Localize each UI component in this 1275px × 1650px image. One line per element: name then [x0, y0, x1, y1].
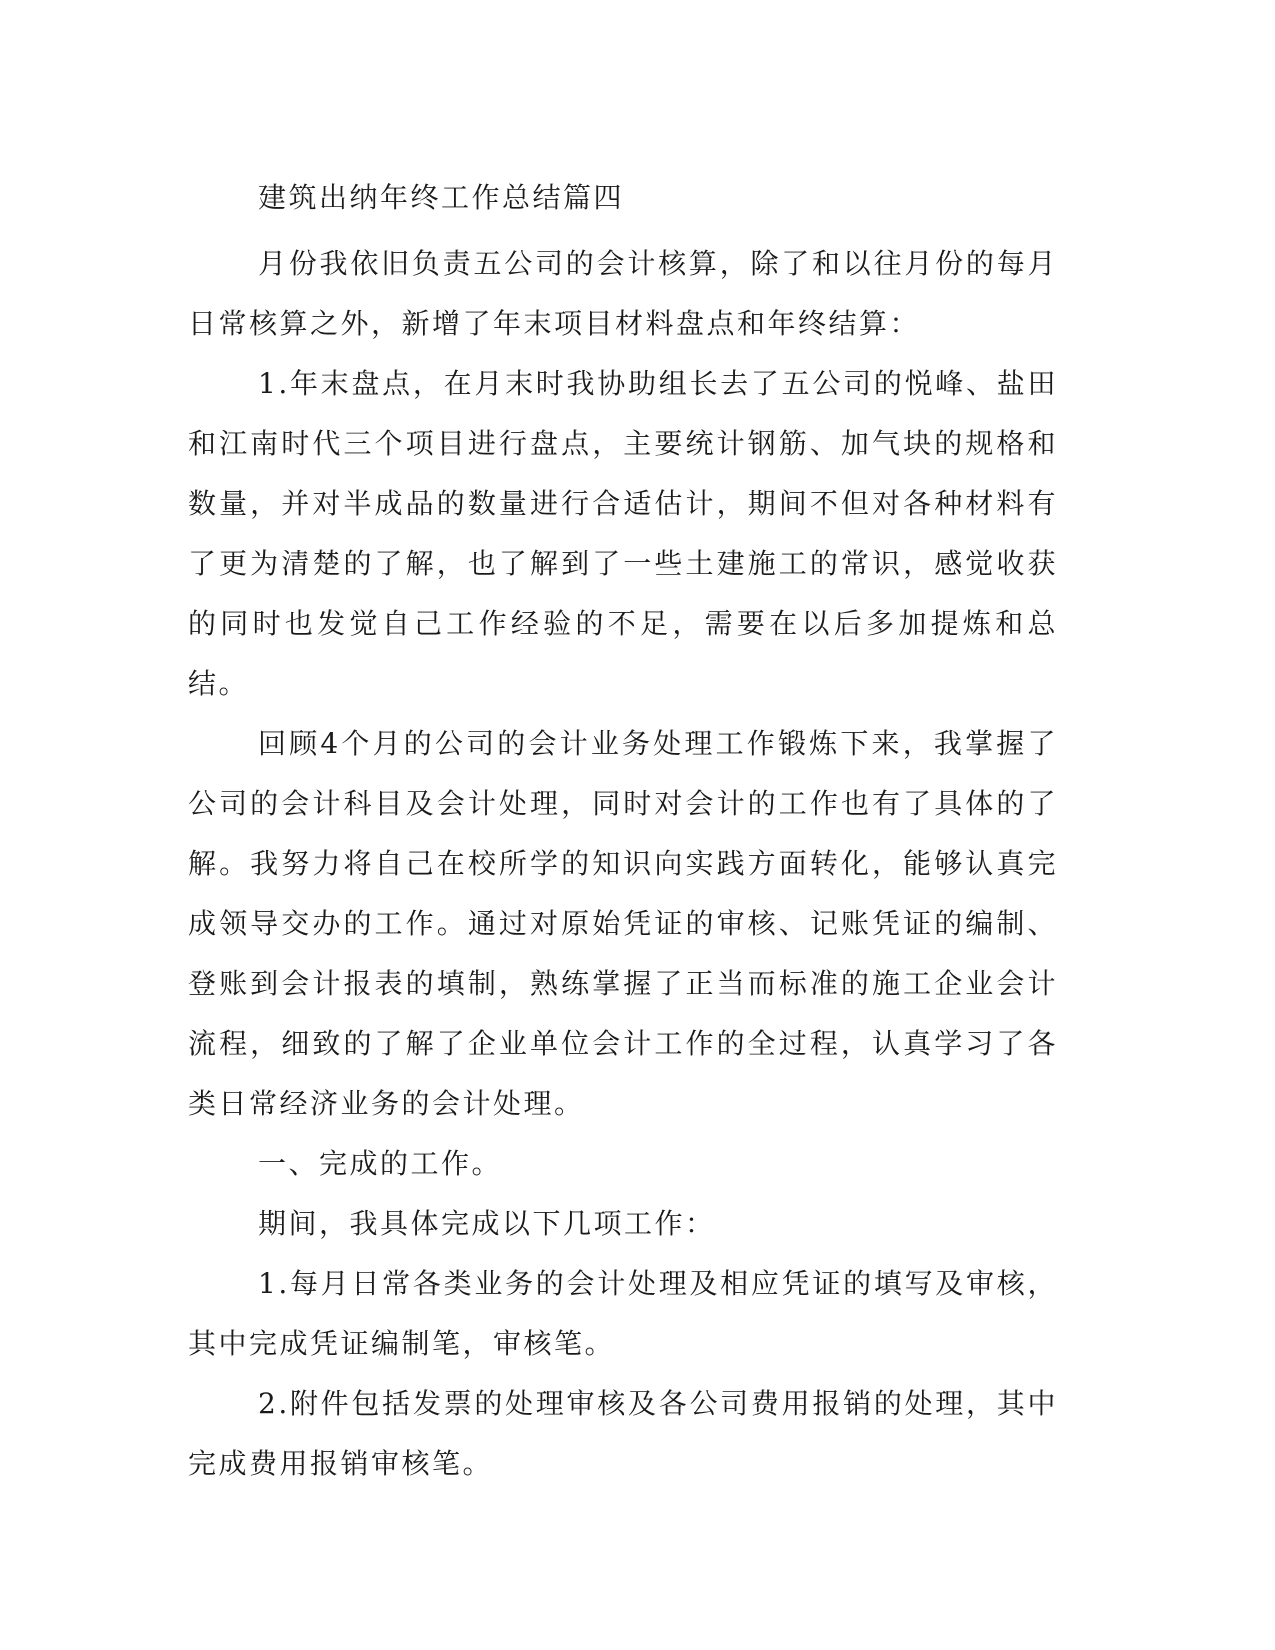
paragraph-4: 期间，我具体完成以下几项工作：	[258, 1207, 716, 1240]
section-heading: 一、完成的工作。	[258, 1147, 503, 1180]
document-title: 建筑出纳年终工作总结篇四	[258, 181, 625, 214]
paragraph-1: 月份我依旧负责五公司的会计核算，除了和以往月份的每月日常核算之外，新增了年末项目材料盘点和年终结算：	[188, 247, 1058, 340]
paragraph-3: 回顾4个月的公司的会计业务处理工作锻炼下来，我掌握了公司的会计科目及会计处理，同时对会计的工作也有了具体的了解。我努力将自己在校所学的知识向实践方面转化，能够认真完成领导交办的工作。通过对原始凭证的审核、记账凭证的编制、登账到会计报表的填制，熟练掌握了正当而标准的施工企业会计流程，细致的了解了企业单位会计工作的全过程，认真学习了各类日常经济业务的会计处理。	[188, 727, 1058, 1120]
paragraph-5: 1.每月日常各类业务的会计处理及相应凭证的填写及审核，其中完成凭证编制笔，审核笔。	[188, 1267, 1058, 1360]
document-body	[188, 168, 1058, 1494]
paragraph-2: 1.年末盘点，在月末时我协助组长去了五公司的悦峰、盐田和江南时代三个项目进行盘点，主要统计钢筋、加气块的规格和数量，并对半成品的数量进行合适估计，期间不但对各种材料有了更为清楚的了解，也了解到了一些土建施工的常识，感觉收获的同时也发觉自己工作经验的不足，需要在以后多加提炼和总结。	[188, 367, 1058, 700]
paragraph-6: 2.附件包括发票的处理审核及各公司费用报销的处理，其中完成费用报销审核笔。	[188, 1387, 1058, 1480]
